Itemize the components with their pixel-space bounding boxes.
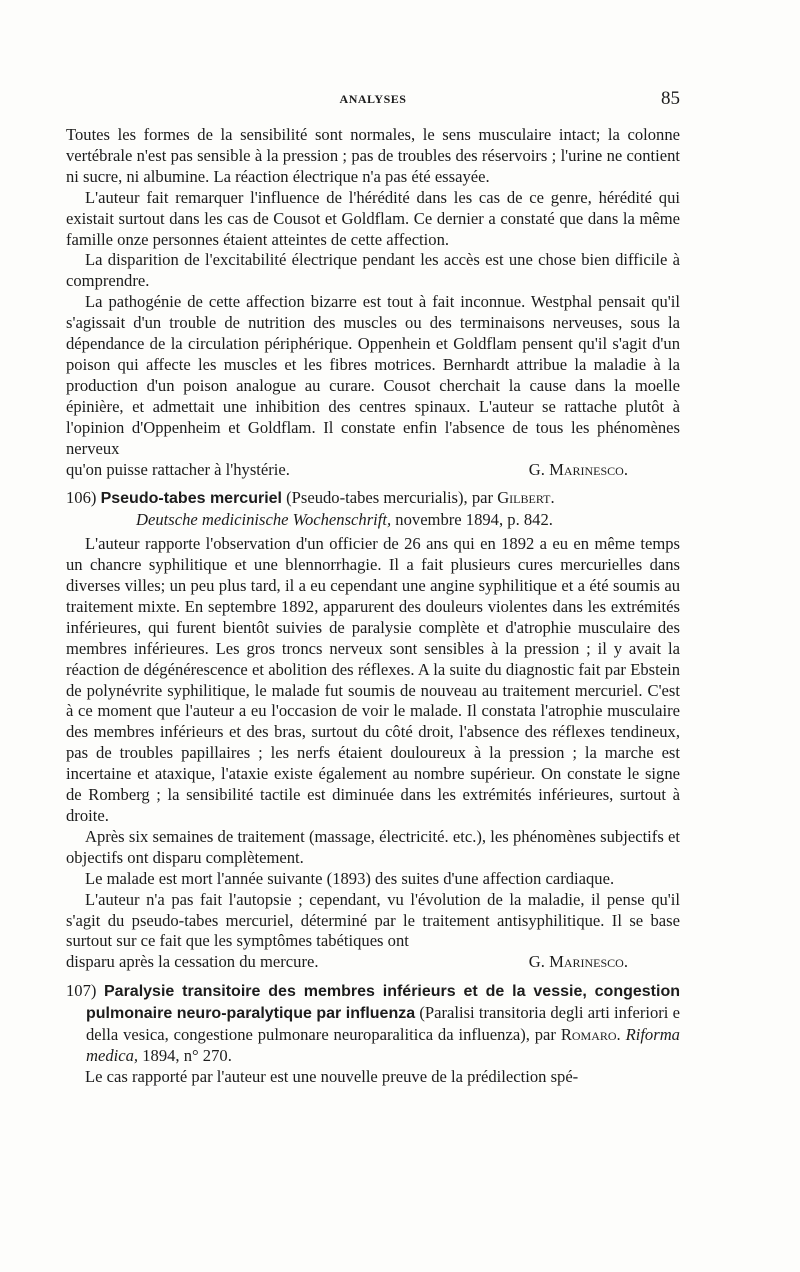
- entry-title: Paralysie transitoire des membres inférieurs et de la vessie, congestion pulmonaire neuro-paralytique par influenza: [86, 983, 680, 1023]
- article-body: [66, 125, 680, 1088]
- paragraph: Le cas rapporté par l'auteur est une nouvelle preuve de la prédilection spé-: [85, 1066, 579, 1086]
- citation-details: novembre 1894, p. 842.: [395, 510, 553, 530]
- closing-text: qu'on puisse rattacher à l'hystérie.: [66, 459, 290, 479]
- closing-text: disparu après la cessation du mercure.: [66, 952, 319, 972]
- page-header: [66, 90, 680, 112]
- paragraph-closing-line: [66, 952, 680, 973]
- entry-subtitle: (Paralisi transitoria degli arti inferiori e della vesica, congestione pulmonare neuroparalitica da influenza), par: [86, 1003, 680, 1045]
- paragraph: La pathogénie de cette affection bizarre est tout à fait inconnue. Westphal pensait qu'il s'agissait d'un trouble de nutrition des muscles ou des terminaisons nerveuses, sous la dépendance de la circulation périphérique. Oppenhein et Goldflam pensent qu'il s'agit d'un poison qui affecte les muscles et les fibres motrices. Bernhardt attribue la maladie à la production d'un poison analogue au curare. Cousot cherchait la cause dans la moelle épinière, et admettait une inhibition des centres spinaux. L'auteur se rattache plutôt à l'opinion d'Oppenheim et Goldflam. Il constate enfin l'absence de tous les phénomènes nerveux: [66, 292, 680, 458]
- entry-title: Pseudo-tabes mercuriel: [100, 490, 282, 508]
- citation-details: 1894, n° 270.: [142, 1045, 232, 1065]
- author-signature: G. Marinesco.: [528, 952, 628, 972]
- entry-number: 106): [66, 488, 97, 508]
- entry-107-heading: [66, 981, 680, 1067]
- paragraph: L'auteur rapporte l'observation d'un officier de 26 ans qui en 1892 a eu en même temps un chancre syphilitique et une blennorrhagie. Il a fait plusieurs cures mercurielles dans diverses villes; un peu plus tard, il a eu cependant une angine syphilitique et a été soumis au traitement mixte. En septembre 1892, apparurent des douleurs violentes dans les extrémités inférieures, qui furent bientôt suivies de paralysie complète et d'atrophie musculaire des membres inférieures. Les gros troncs nerveux sont sensibles à la pression ; il y avait la réaction de dégénérescence et abolition des réflexes. A la suite du diagnostic fait par Ebstein de polynévrite syphilitique, le malade fut soumis de nouveau au traitement mercuriel. C'est à ce moment que l'auteur a eu l'occasion de voir le malade. Il constata l'atrophie musculaire des membres inférieurs et des bras, surtout du côté droit, l'absence des réflexes tendineux, pas de troubles papillaires ; les nerfs étaient douloureux à la pression ; la marche est incertaine et ataxique, l'ataxie existe également au nombre supérieur. On constate le signe de Romberg ; la sensibilité tactile est diminuée dans les extrémités inférieures, surtout à droite.: [66, 534, 680, 825]
- entry-106-heading: [66, 488, 680, 510]
- entry-subtitle: (Pseudo-tabes mercurialis), par: [286, 488, 494, 508]
- entry-author: Gilbert.: [497, 488, 555, 508]
- entry-author: Romaro.: [560, 1025, 621, 1045]
- journal-name: Riforma medica,: [86, 1025, 680, 1065]
- paragraph: La disparition de l'excitabilité électrique pendant les accès est une chose bien difficile à comprendre.: [66, 250, 680, 291]
- running-head: ANALYSES: [339, 92, 407, 106]
- journal-name: Deutsche medicinische Wochenschrift,: [136, 510, 392, 530]
- page-number: 85: [661, 88, 680, 109]
- entry-citation: [66, 510, 680, 531]
- paragraph-closing-line: [66, 460, 680, 481]
- entry-number: 107): [66, 981, 97, 1001]
- paragraph: Après six semaines de traitement (massage, électricité. etc.), les phénomènes subjectifs et objectifs ont disparu complètement.: [66, 826, 680, 867]
- paragraph: Toutes les formes de la sensibilité sont normales, le sens musculaire intact; la colonne vertébrale n'est pas sensible à la pression ; pas de troubles des réservoirs ; l'urine ne contient ni sucre, ni albumine. La réaction électrique n'a pas été essayée.: [66, 125, 680, 186]
- paragraph: L'auteur n'a pas fait l'autopsie ; cependant, vu l'évolution de la maladie, il pense qu'il s'agit du pseudo-tabes mercuriel, déterminé par le traitement antisyphilitique. Il se base surtout sur ce fait que les symptômes tabétiques ont: [66, 889, 680, 951]
- paragraph: Le malade est mort l'année suivante (1893) des suites d'une affection cardiaque.: [85, 868, 615, 888]
- paragraph: L'auteur fait remarquer l'influence de l'hérédité dans les cas de ce genre, hérédité qui existait surtout dans les cas de Cousot et Goldflam. Ce dernier a constaté que dans la même famille onze personnes étaient atteintes de cette affection.: [66, 187, 680, 249]
- author-signature: G. Marinesco.: [528, 459, 628, 479]
